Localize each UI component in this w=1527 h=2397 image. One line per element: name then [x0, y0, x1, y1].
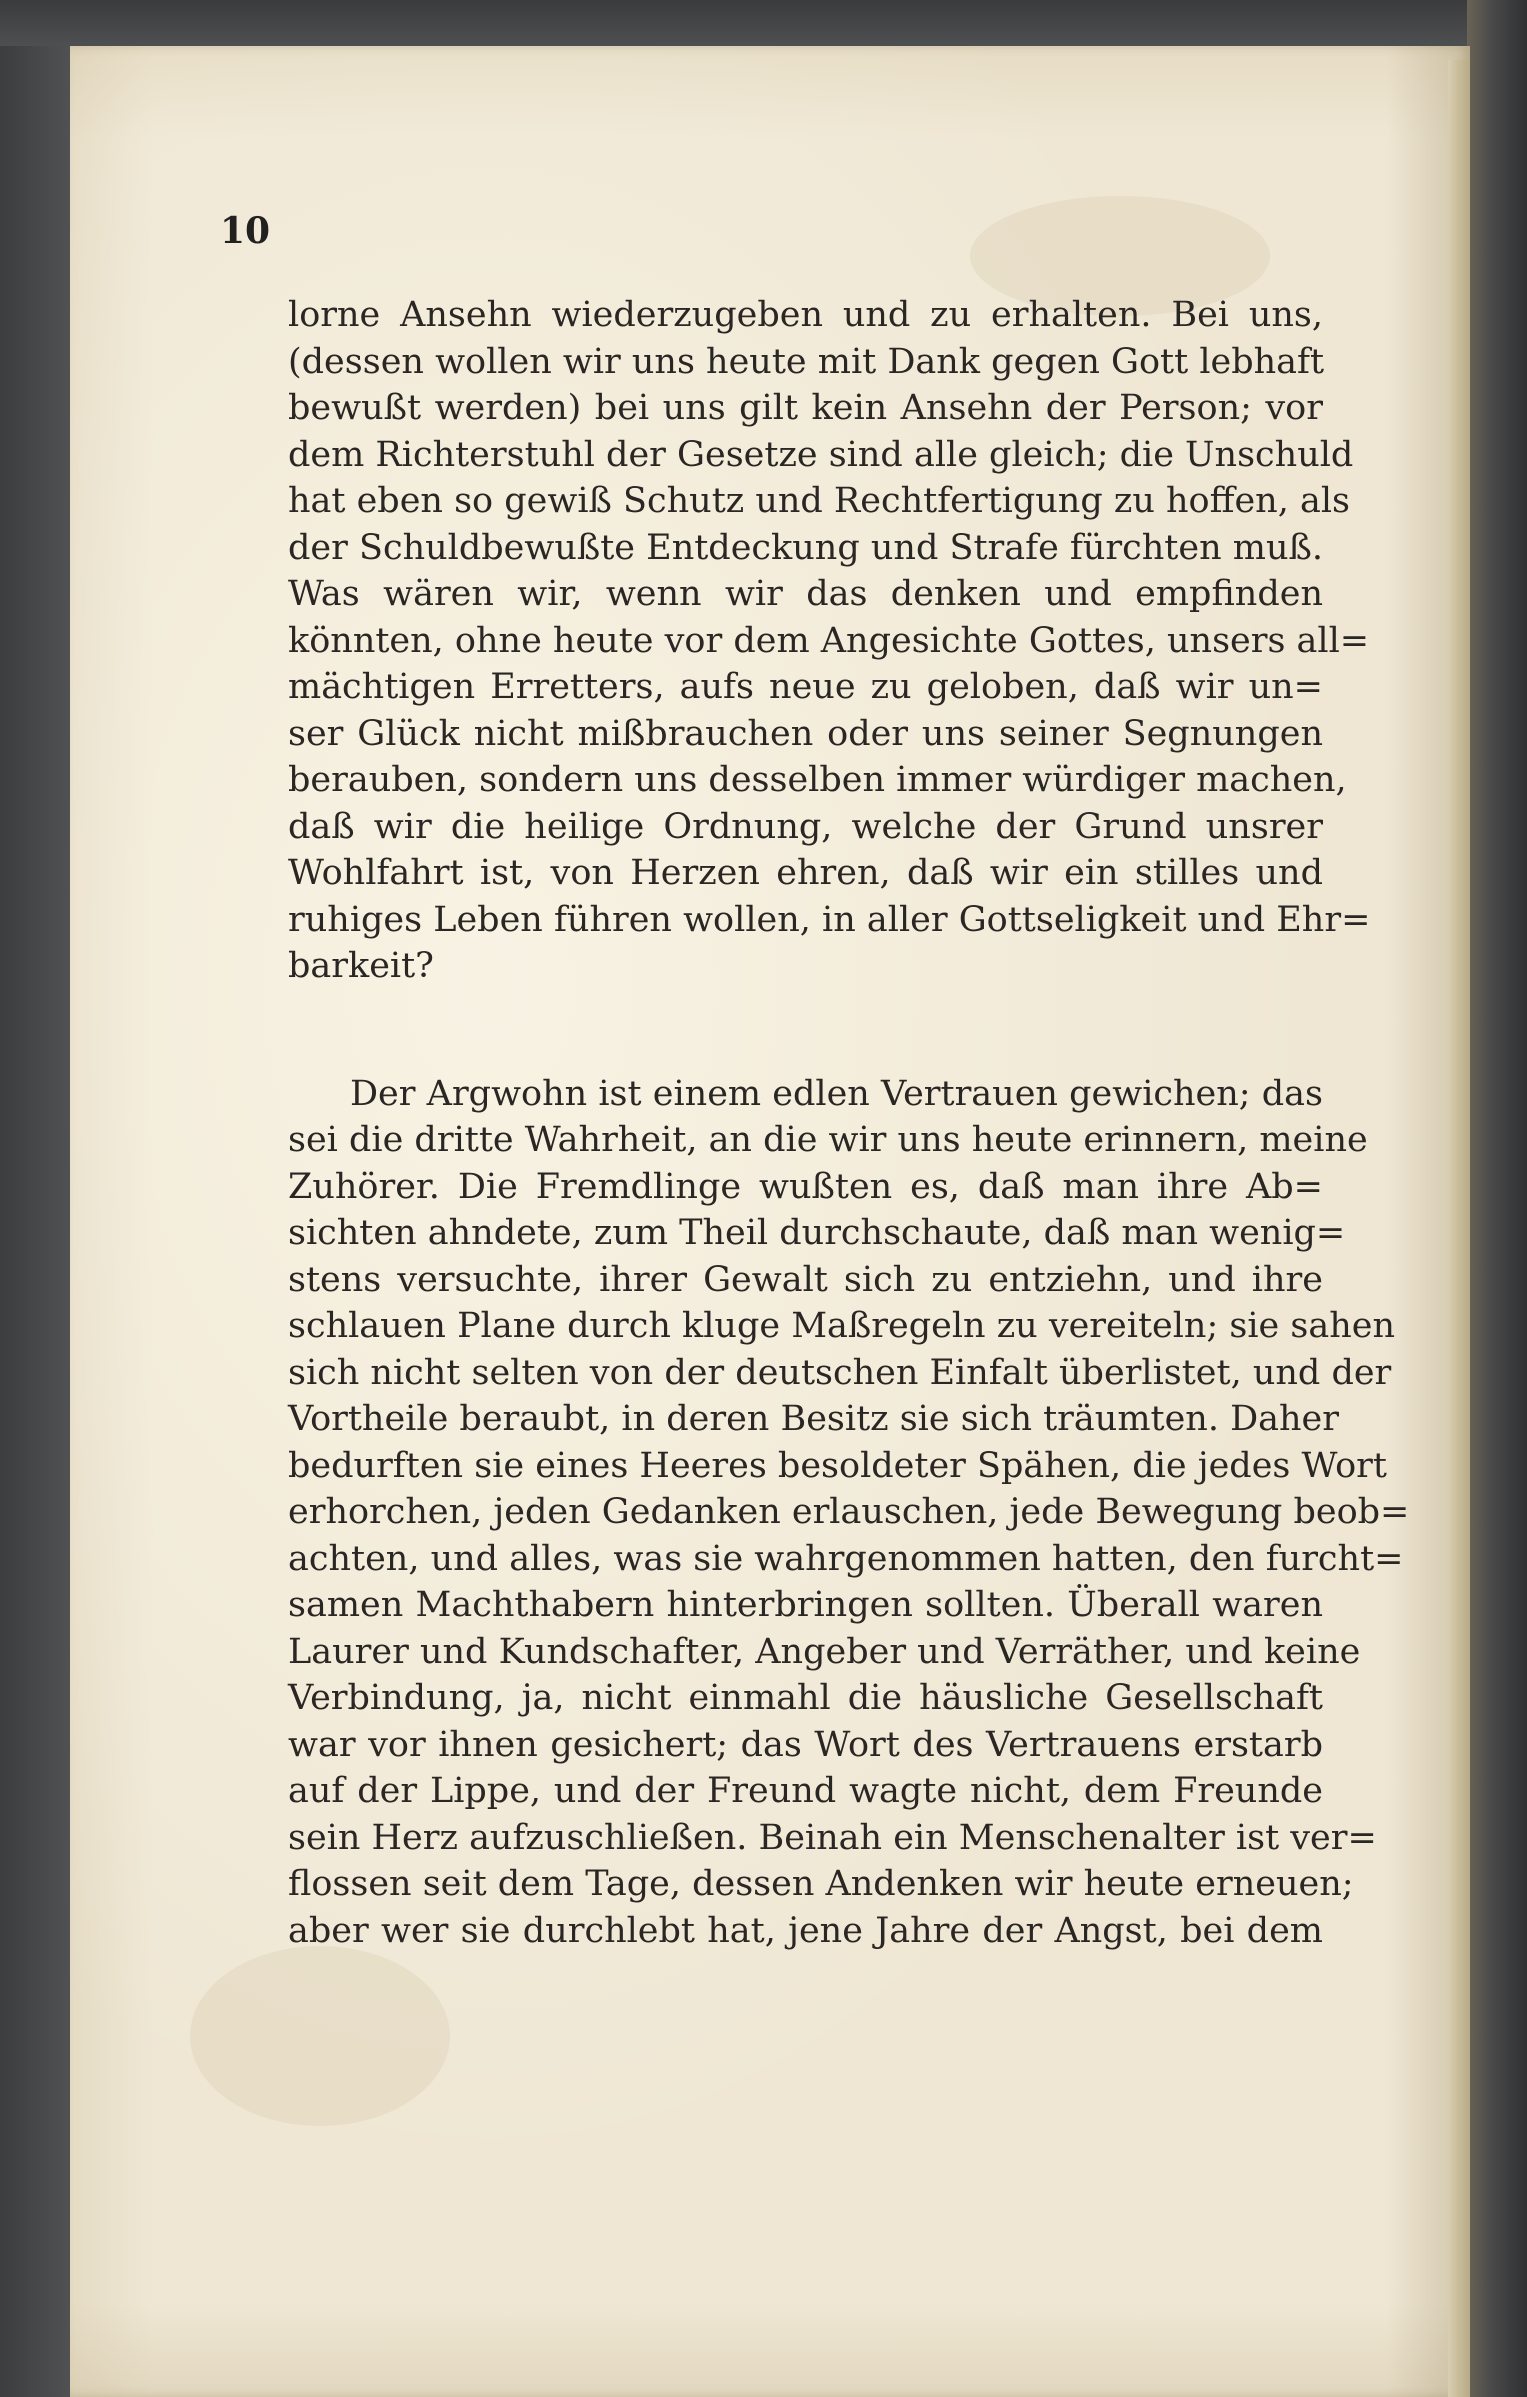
text-line: Verbindung, ja, nicht einmahl die häusliche Gesellschaft	[288, 1678, 1323, 1718]
text-line: bewußt werden) bei uns gilt kein Ansehn der Person; vor	[288, 388, 1323, 428]
text-line: schlauen Plane durch kluge Maßregeln zu vereiteln; sie sahen	[288, 1306, 1395, 1346]
text-line: daß wir die heilige Ordnung, welche der Grund unsrer	[288, 806, 1323, 847]
text-line: (dessen wollen wir uns heute mit Dank gegen Gott lebhaft	[288, 341, 1325, 382]
text-line: mächtigen Erretters, aufs neue zu geloben, daß wir un=	[288, 667, 1323, 707]
paragraph-gap	[288, 990, 1323, 1071]
text-line: ser Glück nicht mißbrauchen oder uns seiner Segnungen	[288, 713, 1323, 754]
text-line: Der Argwohn ist einem edlen Vertrauen gewichen; das	[350, 1073, 1323, 1114]
text-line: berauben, sondern uns desselben immer würdiger machen,	[288, 760, 1347, 800]
text-line: sich nicht selten von der deutschen Einfalt überlistet, und der	[288, 1352, 1392, 1393]
text-line: sein Herz aufzuschließen. Beinah ein Menschenalter ist ver=	[288, 1817, 1377, 1858]
text-line: erhorchen, jeden Gedanken erlauschen, jede Bewegung beob=	[288, 1492, 1410, 1532]
text-line: Was wären wir, wenn wir das denken und empfinden	[288, 574, 1323, 614]
scanner-background-top	[0, 0, 1527, 46]
text-line: Wohlfahrt ist, von Herzen ehren, daß wir ein stilles und	[288, 853, 1323, 893]
scanner-background-left	[0, 0, 70, 2397]
text-line: Zuhörer. Die Fremdlinge wußten es, daß man ihre Ab=	[288, 1166, 1323, 1207]
text-line: bedurften sie eines Heeres besoldeter Spähen, die jedes Wort	[288, 1445, 1387, 1486]
paragraph-1	[288, 292, 1371, 990]
text-line: der Schuldbewußte Entdeckung und Strafe fürchten muß.	[288, 527, 1323, 568]
page-edge	[1448, 60, 1470, 2397]
text-line: achten, und alles, was sie wahrgenommen hatten, den furcht=	[288, 1538, 1404, 1579]
text-line: aber wer sie durchlebt hat, jene Jahre der Angst, bei dem	[288, 1910, 1323, 1951]
text-line: sei die dritte Wahrheit, an die wir uns heute erinnern, meine	[288, 1120, 1368, 1160]
text-line: samen Machthabern hinterbringen sollten. Überall waren	[288, 1585, 1323, 1625]
text-line: Laurer und Kundschafter, Angeber und Verräther, und keine	[288, 1631, 1361, 1672]
text-line: barkeit?	[288, 946, 434, 986]
scanner-background-right	[1467, 0, 1527, 2397]
text-line: auf der Lippe, und der Freund wagte nicht, dem Freunde	[288, 1771, 1323, 1811]
page-body-text	[288, 292, 1410, 1954]
text-line: stens versuchte, ihrer Gewalt sich zu entziehn, und ihre	[288, 1259, 1323, 1300]
page-number: 10	[220, 210, 271, 252]
paragraph-2	[288, 1071, 1410, 1955]
text-line: ruhiges Leben führen wollen, in aller Gottseligkeit und Ehr=	[288, 899, 1371, 940]
text-line: sichten ahndete, zum Theil durchschaute, daß man wenig=	[288, 1213, 1346, 1253]
text-line: dem Richterstuhl der Gesetze sind alle gleich; die Unschuld	[288, 434, 1354, 475]
text-line: lorne Ansehn wiederzugeben und zu erhalten. Bei uns,	[288, 295, 1323, 335]
text-line: flossen seit dem Tage, dessen Andenken wir heute erneuen;	[288, 1864, 1354, 1904]
text-line: könnten, ohne heute vor dem Angesichte Gottes, unsers all=	[288, 620, 1370, 661]
paper-stain	[190, 1946, 450, 2126]
text-line: war vor ihnen gesichert; das Wort des Vertrauens erstarb	[288, 1724, 1323, 1765]
text-line: Vortheile beraubt, in deren Besitz sie sich träumten. Daher	[288, 1399, 1339, 1439]
text-line: hat eben so gewiß Schutz und Rechtfertigung zu hoffen, als	[288, 481, 1350, 521]
